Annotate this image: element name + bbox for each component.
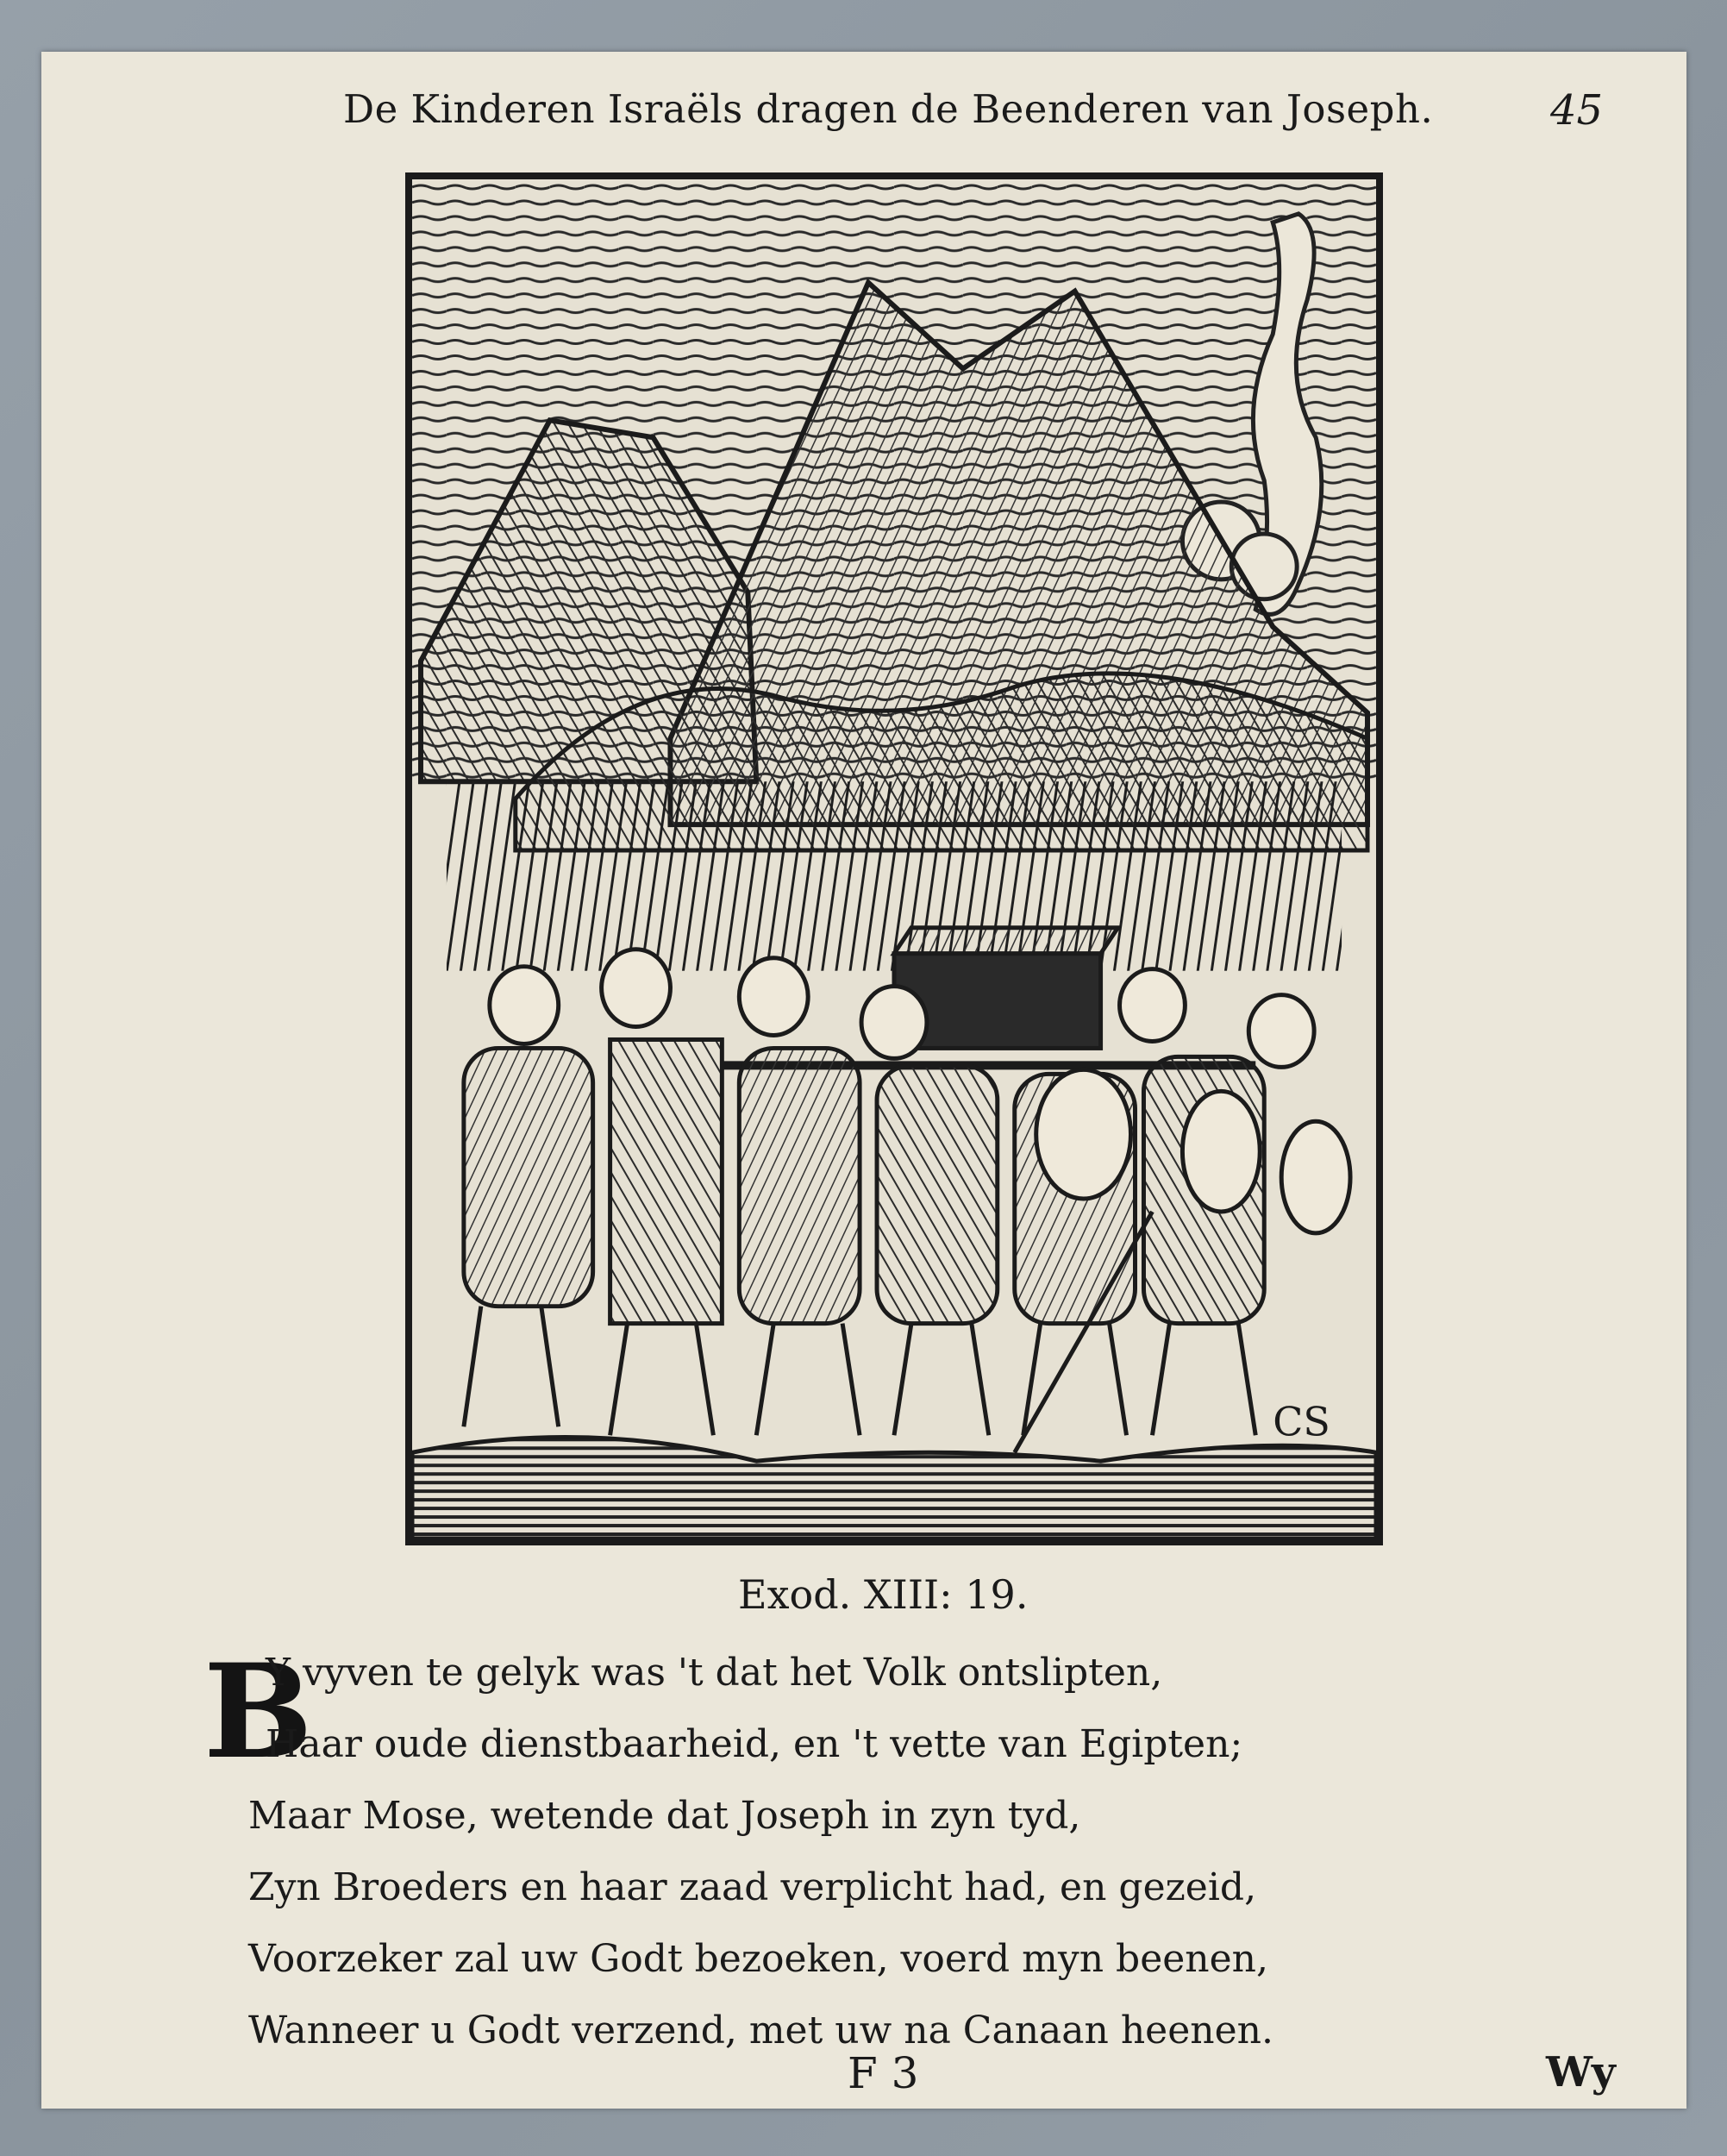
verse-line: Haar oude dienstbaarheid, en 't vette van Egipten; <box>266 1722 1243 1766</box>
artist-monogram: CS <box>1273 1398 1330 1445</box>
book-page <box>41 52 1686 2109</box>
verse-line: Y vyven te gelyk was 't dat het Volk ontslipten, <box>266 1651 1163 1695</box>
scripture-reference: Exod. XIII: 19. <box>738 1571 1029 1618</box>
drop-cap: B <box>203 1636 313 1788</box>
verse-block <box>201 1637 1598 2066</box>
ark-roof <box>894 928 1118 954</box>
ground <box>412 1438 1376 1539</box>
procession-soldiers <box>464 950 1350 1453</box>
verse-line: Wanneer u Godt verzend, met uw na Canaan heenen. <box>248 2009 1273 2053</box>
verse-line: Maar Mose, wetende dat Joseph in zyn tyd, <box>248 1794 1081 1838</box>
running-head: De Kinderen Israëls dragen de Beenderen van Joseph. <box>343 86 1434 132</box>
catchword: Wy <box>1546 2048 1616 2096</box>
signature-mark: F 3 <box>848 2048 919 2098</box>
page-number: 45 <box>1550 86 1604 135</box>
woodcut-illustration <box>405 172 1383 1545</box>
spears <box>447 781 1342 970</box>
verse-line: Voorzeker zal uw Godt bezoeken, voerd myn beenen, <box>248 1937 1268 1981</box>
woodcut-scene-icon <box>412 179 1376 1539</box>
verse-line: Zyn Broeders en haar zaad verplicht had, en gezeid, <box>248 1865 1257 1909</box>
